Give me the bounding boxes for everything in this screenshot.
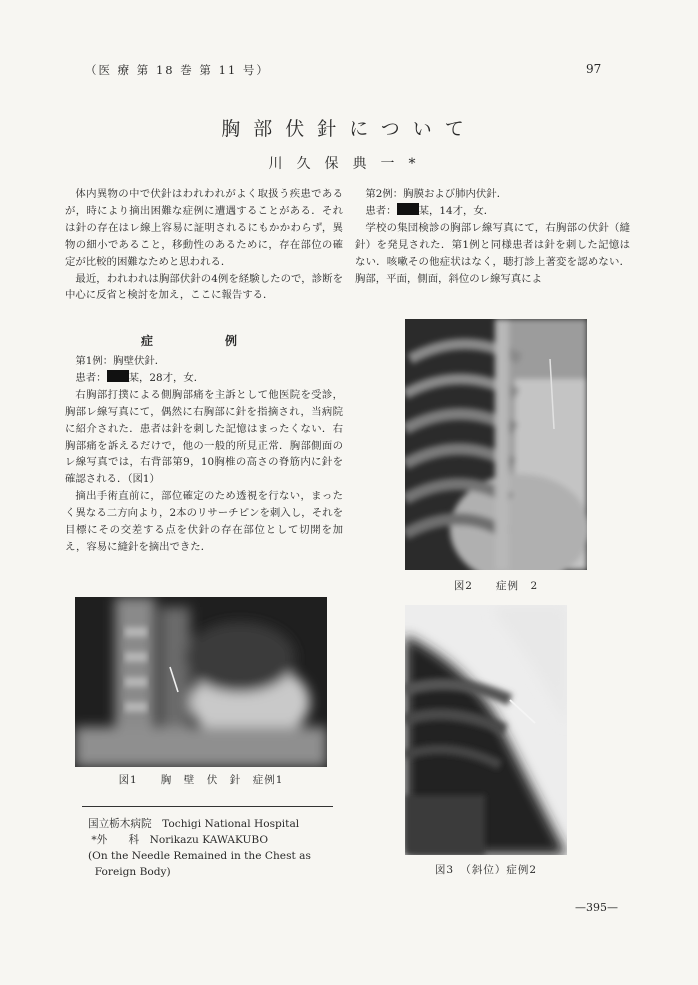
page-number-top: 97 xyxy=(586,62,602,76)
intro-paragraph-1: 体内異物の中で伏針はわれわれがよく取扱う疾患であるが，時により摘出困難な症例に遭遇することがある．それは針の存在はレ線上容易に証明されるにもかかわらず，異物の細小であること，移動性のあるために，存在部位の確定が比較的困難なためと思われる． xyxy=(65,188,343,268)
footnote-line-4: Foreign Body) xyxy=(88,866,171,878)
figure-1-caption: 図1 胸 壁 伏 針 症例1 xyxy=(118,774,284,786)
figure-2-caption: 図2 症例 2 xyxy=(453,580,539,592)
page-number-bottom: —395— xyxy=(575,901,618,914)
redaction-box xyxy=(107,370,129,382)
redaction-box xyxy=(397,203,419,215)
footnote-line-3: (On the Needle Remained in the Chest as xyxy=(88,850,311,862)
journal-header: （医 療 第 18 巻 第 11 号） xyxy=(85,63,270,77)
footnote-line-2: *外 科 Norikazu KAWAKUBO xyxy=(88,834,269,846)
figure-3-xray xyxy=(405,605,567,855)
intro-text xyxy=(65,186,343,304)
figure-3-caption: 図3 （斜位）症例2 xyxy=(434,864,538,876)
case1-title: 第1例：胸壁伏針． xyxy=(75,355,166,367)
case2-patient: 患者： 某，14才，女． xyxy=(365,204,495,217)
article-author: 川久保典一* xyxy=(268,156,430,172)
footnote xyxy=(88,816,311,880)
figure-2-xray xyxy=(405,319,587,570)
footnote-divider xyxy=(82,806,333,807)
case1-paragraph-1: 右胸部打撲による側胸部痛を主訴として他医院を受診，胸部レ線写真にて，偶然に右胸部に針を指摘され，当病院に紹介された．患者は針を刺した記憶はまったくない．右胸部痛を訴えるだけで，他の一般的所見正常．胸部側面のレ線写真では，右背部第9，10胸椎の高さの脊筋内に針を確認される．（図1） xyxy=(65,388,343,486)
section-heading: 症 例 xyxy=(140,334,267,348)
intro-paragraph-2: 最近，われわれは胸部伏針の4例を経験したので，診断を中心に反省と検討を加え，ここに報告する． xyxy=(65,272,343,302)
figure-1-xray xyxy=(75,597,327,767)
case2-title: 第2例：胸膜および肺内伏針． xyxy=(365,188,508,200)
footnote-line-1: 国立栃木病院 Tochigi National Hospital xyxy=(88,818,300,830)
case1-paragraph-2: 摘出手術直前に，部位確定のため透視を行ない，まったく異なる二方向より，2本のリサーチピンを刺入し，それを目標にその交差する点を伏針の存在部位として切開を加え，容易に縫針を摘出できた． xyxy=(65,490,343,553)
article-title: 胸部伏針について xyxy=(221,118,477,140)
case1-block xyxy=(65,353,343,556)
case1-patient: 患者： 某，28才，女． xyxy=(75,371,205,384)
case2-paragraph: 学校の集団検診の胸部レ線写真にて，右胸部の伏針（縫針）を発見された．第1例と同様患者は針を刺した記憶はない．咳嗽その他症状はなく，聴打診上著変を認めない．胸部，平面，側面，斜位のレ線写真によ xyxy=(355,221,630,285)
case2-block xyxy=(355,186,630,287)
